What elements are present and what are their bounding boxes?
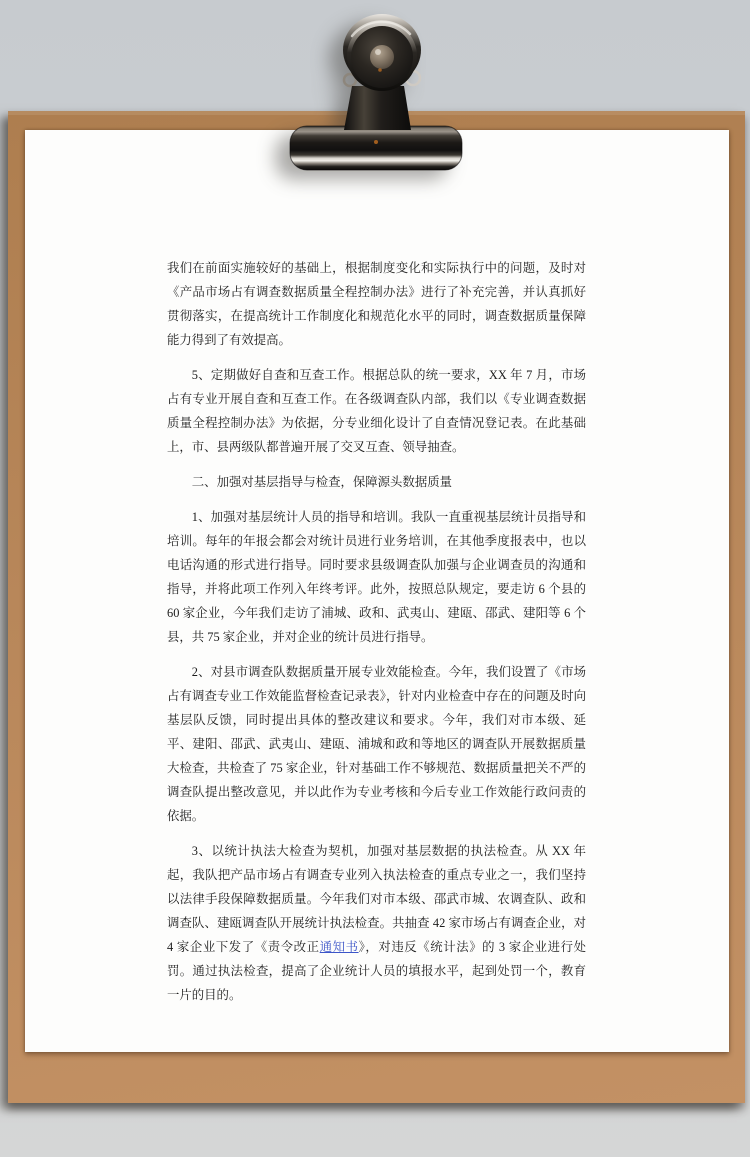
paragraph: [167, 839, 586, 1007]
clip-knob-hole: [370, 45, 394, 69]
paragraph: 我们在前面实施较好的基础上，根据制度变化和实际执行中的问题，及时对《产品市场占有调查数据质量全程控制办法》进行了补充完善，并认真抓好贯彻落实，在提高统计工作制度化和规范化水平的同时，调查数据质量保障能力得到了有效提高。: [167, 261, 586, 347]
binder-clip-icon: [280, 12, 476, 184]
clip-bar: [290, 126, 462, 170]
document-page: [25, 130, 729, 1052]
paragraph: 1、加强对基层统计人员的指导和培训。我队一直重视基层统计员指导和培训。每年的年报会都会对统计员进行业务培训，在其他季度报表中，也以电话沟通的形式进行指导。同时要求县级调查队加强与企业调查员的沟通和指导，并将此项工作列入年终考评。此外，按照总队规定，要走访 6 个县的 60 家企业，今年我们走访了浦城、政和、武夷山、建瓯、邵武、建阳等 6 个县，共 75 家企业，并对企业的统计员进行指导。: [167, 510, 586, 644]
paragraph-text: 3、以统计执法大检查为契机，加强对基层数据的执法检查。从 XX 年起，我队把产品市场占有调查专业列入执法检查的重点专业之一，我们坚持以法律手段保障数据质量。今年我们对市本级、邵武市城、农调查队、政和调查队、建瓯调查队开展统计执法检查。共抽查 42 家市场占有调查企业，对 4 家企业下发了《责令改正: [167, 844, 586, 954]
clip-neck: [344, 86, 411, 130]
paragraph-text: 》，对违反《统计法》的 3 家企业进行处罚。通过执法检查，提高了企业统计人员的填报水平，起到处罚一个，教育一片的目的。: [167, 940, 587, 1002]
paragraph: 5、定期做好自查和互查工作。根据总队的统一要求，XX 年 7 月，市场占有专业开展自查和互查工作。在各级调查队内部，我们以《专业调查数据质量全程控制办法》为依据，分专业细化设计了自查情况登记表。在此基础上，市、县两级队都普遍开展了交叉互查、领导抽查。: [167, 368, 586, 454]
paragraph: 2、对县市调查队数据质量开展专业效能检查。今年，我们设置了《市场占有调查专业工作效能监督检查记录表》，针对内业检查中存在的问题及时向基层队反馈，同时提出具体的整改建议和要求。今年，我们对市本级、延平、建阳、邵武、武夷山、建瓯、浦城和政和等地区的调查队开展数据质量大检查，共检查了 75 家企业，针对基础工作不够规范、数据质量把关不严的调查队提出整改意见，并以此作为专业考核和今后专业工作效能行政问责的依据。: [167, 665, 586, 823]
notice-link[interactable]: 通知书: [319, 940, 359, 954]
section-heading: 二、加强对基层指导与检查，保障源头数据质量: [191, 475, 452, 489]
document-body: [25, 130, 729, 1007]
